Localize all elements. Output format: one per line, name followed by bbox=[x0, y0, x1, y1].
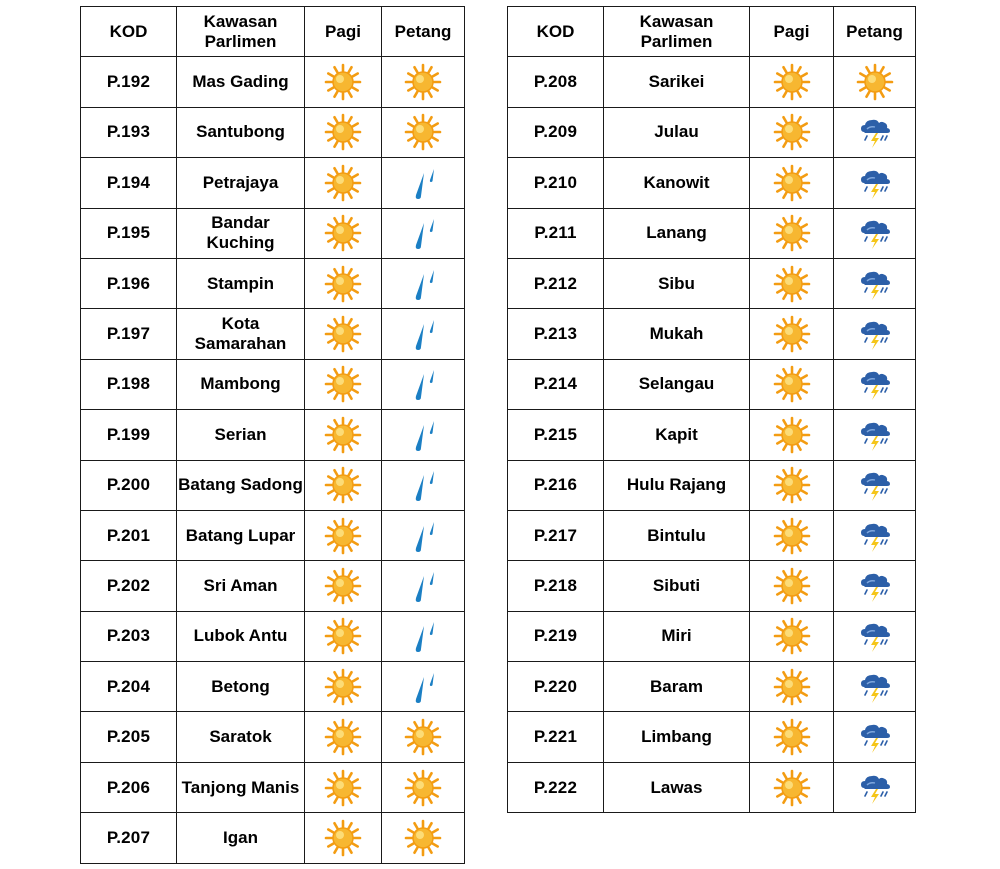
rain-drops-icon bbox=[382, 566, 464, 606]
petang-cell bbox=[382, 309, 465, 359]
table-row bbox=[81, 561, 465, 611]
table-row bbox=[81, 762, 465, 812]
sunny-icon bbox=[305, 213, 381, 253]
thunderstorm-cloud-icon bbox=[834, 465, 915, 505]
pagi-cell bbox=[305, 712, 382, 762]
table-row bbox=[81, 510, 465, 560]
table-row bbox=[81, 309, 465, 359]
kod-cell: P.209 bbox=[508, 107, 604, 157]
kawasan-cell: Julau bbox=[604, 107, 750, 157]
kawasan-cell: Sibu bbox=[604, 258, 750, 308]
petang-cell bbox=[382, 561, 465, 611]
pagi-cell bbox=[750, 611, 834, 661]
kawasan-cell: Sibuti bbox=[604, 561, 750, 611]
pagi-cell bbox=[305, 561, 382, 611]
table-row bbox=[508, 359, 916, 409]
table-row bbox=[508, 712, 916, 762]
pagi-cell bbox=[305, 208, 382, 258]
thunderstorm-cloud-icon bbox=[834, 112, 915, 152]
pagi-cell bbox=[750, 561, 834, 611]
pagi-cell bbox=[750, 107, 834, 157]
sunny-icon bbox=[382, 112, 464, 152]
petang-cell bbox=[834, 460, 916, 510]
kod-cell: P.214 bbox=[508, 359, 604, 409]
table-row bbox=[508, 611, 916, 661]
petang-cell bbox=[834, 359, 916, 409]
sunny-icon bbox=[382, 717, 464, 757]
sunny-icon bbox=[750, 364, 833, 404]
kawasan-cell: Tanjong Manis bbox=[177, 762, 305, 812]
petang-cell bbox=[834, 762, 916, 812]
sunny-icon bbox=[305, 516, 381, 556]
pagi-cell bbox=[750, 158, 834, 208]
petang-cell bbox=[834, 561, 916, 611]
sunny-icon bbox=[305, 314, 381, 354]
kod-cell: P.215 bbox=[508, 410, 604, 460]
thunderstorm-cloud-icon bbox=[834, 213, 915, 253]
petang-cell bbox=[382, 208, 465, 258]
sunny-icon bbox=[305, 264, 381, 304]
petang-cell bbox=[382, 813, 465, 863]
sunny-icon bbox=[382, 818, 464, 858]
kawasan-cell: Lanang bbox=[604, 208, 750, 258]
sunny-icon bbox=[382, 62, 464, 102]
pagi-cell bbox=[305, 410, 382, 460]
header-pagi: Pagi bbox=[305, 7, 382, 57]
petang-cell bbox=[834, 662, 916, 712]
kod-cell: P.192 bbox=[81, 57, 177, 107]
sunny-icon bbox=[305, 415, 381, 455]
kawasan-cell: Kapit bbox=[604, 410, 750, 460]
petang-cell bbox=[834, 510, 916, 560]
thunderstorm-cloud-icon bbox=[834, 717, 915, 757]
kawasan-cell: Baram bbox=[604, 662, 750, 712]
sunny-icon bbox=[305, 667, 381, 707]
sunny-icon bbox=[750, 768, 833, 808]
header-petang: Petang bbox=[382, 7, 465, 57]
kod-cell: P.207 bbox=[81, 813, 177, 863]
rain-drops-icon bbox=[382, 667, 464, 707]
pagi-cell bbox=[750, 712, 834, 762]
pagi-cell bbox=[750, 258, 834, 308]
kawasan-cell: Hulu Rajang bbox=[604, 460, 750, 510]
kawasan-cell: Batang Lupar bbox=[177, 510, 305, 560]
rain-drops-icon bbox=[382, 465, 464, 505]
header-kod: KOD bbox=[81, 7, 177, 57]
petang-cell bbox=[834, 158, 916, 208]
table-row bbox=[508, 762, 916, 812]
table-row bbox=[81, 107, 465, 157]
table-row bbox=[81, 813, 465, 863]
kawasan-cell: Sarikei bbox=[604, 57, 750, 107]
pagi-cell bbox=[750, 662, 834, 712]
table-row bbox=[81, 712, 465, 762]
kod-cell: P.221 bbox=[508, 712, 604, 762]
thunderstorm-cloud-icon bbox=[834, 516, 915, 556]
kawasan-cell: Limbang bbox=[604, 712, 750, 762]
table-row bbox=[508, 410, 916, 460]
table-row bbox=[508, 258, 916, 308]
petang-cell bbox=[382, 359, 465, 409]
rain-drops-icon bbox=[382, 163, 464, 203]
rain-drops-icon bbox=[382, 616, 464, 656]
kawasan-cell: Saratok bbox=[177, 712, 305, 762]
table-row bbox=[81, 158, 465, 208]
petang-cell bbox=[382, 410, 465, 460]
header-kawasan: Kawasan Parlimen bbox=[604, 7, 750, 57]
header-kawasan: Kawasan Parlimen bbox=[177, 7, 305, 57]
kod-cell: P.201 bbox=[81, 510, 177, 560]
petang-cell bbox=[382, 762, 465, 812]
kod-cell: P.211 bbox=[508, 208, 604, 258]
kawasan-cell: Lawas bbox=[604, 762, 750, 812]
petang-cell bbox=[382, 662, 465, 712]
table-row bbox=[508, 309, 916, 359]
table-body-right bbox=[508, 57, 916, 813]
sunny-icon bbox=[750, 314, 833, 354]
sunny-icon bbox=[305, 364, 381, 404]
kawasan-cell: Sri Aman bbox=[177, 561, 305, 611]
kawasan-cell: Serian bbox=[177, 410, 305, 460]
pagi-cell bbox=[305, 813, 382, 863]
sunny-icon bbox=[750, 112, 833, 152]
sunny-icon bbox=[750, 516, 833, 556]
pagi-cell bbox=[305, 258, 382, 308]
table-row bbox=[81, 662, 465, 712]
kawasan-cell: Bandar Kuching bbox=[177, 208, 305, 258]
thunderstorm-cloud-icon bbox=[834, 264, 915, 304]
kawasan-cell: Mas Gading bbox=[177, 57, 305, 107]
sunny-icon bbox=[382, 768, 464, 808]
pagi-cell bbox=[305, 158, 382, 208]
sunny-icon bbox=[305, 112, 381, 152]
header-petang: Petang bbox=[834, 7, 916, 57]
kod-cell: P.194 bbox=[81, 158, 177, 208]
thunderstorm-cloud-icon bbox=[834, 616, 915, 656]
header-row bbox=[81, 7, 465, 57]
table-row bbox=[508, 107, 916, 157]
kawasan-cell: Lubok Antu bbox=[177, 611, 305, 661]
pagi-cell bbox=[750, 410, 834, 460]
thunderstorm-cloud-icon bbox=[834, 314, 915, 354]
kawasan-cell: Miri bbox=[604, 611, 750, 661]
table-row bbox=[508, 57, 916, 107]
table-row bbox=[508, 662, 916, 712]
pagi-cell bbox=[305, 662, 382, 712]
sunny-icon bbox=[305, 465, 381, 505]
sunny-icon bbox=[305, 62, 381, 102]
kod-cell: P.212 bbox=[508, 258, 604, 308]
kod-cell: P.198 bbox=[81, 359, 177, 409]
kod-cell: P.202 bbox=[81, 561, 177, 611]
kod-cell: P.205 bbox=[81, 712, 177, 762]
petang-cell bbox=[382, 510, 465, 560]
pagi-cell bbox=[305, 107, 382, 157]
table-row bbox=[81, 611, 465, 661]
table-row bbox=[81, 460, 465, 510]
kod-cell: P.208 bbox=[508, 57, 604, 107]
header-pagi: Pagi bbox=[750, 7, 834, 57]
sunny-icon bbox=[305, 818, 381, 858]
kod-cell: P.203 bbox=[81, 611, 177, 661]
pagi-cell bbox=[750, 762, 834, 812]
petang-cell bbox=[834, 309, 916, 359]
thunderstorm-cloud-icon bbox=[834, 667, 915, 707]
kawasan-cell: Stampin bbox=[177, 258, 305, 308]
sunny-icon bbox=[305, 616, 381, 656]
sunny-icon bbox=[750, 62, 833, 102]
petang-cell bbox=[834, 107, 916, 157]
kod-cell: P.200 bbox=[81, 460, 177, 510]
sunny-icon bbox=[750, 415, 833, 455]
pagi-cell bbox=[750, 510, 834, 560]
kawasan-cell: Selangau bbox=[604, 359, 750, 409]
table-row bbox=[81, 410, 465, 460]
kod-cell: P.218 bbox=[508, 561, 604, 611]
forecast-table-right bbox=[507, 6, 916, 813]
table-body-left bbox=[81, 57, 465, 863]
header-kod: KOD bbox=[508, 7, 604, 57]
petang-cell bbox=[382, 611, 465, 661]
pagi-cell bbox=[305, 460, 382, 510]
thunderstorm-cloud-icon bbox=[834, 768, 915, 808]
petang-cell bbox=[382, 258, 465, 308]
petang-cell bbox=[834, 410, 916, 460]
kod-cell: P.197 bbox=[81, 309, 177, 359]
sunny-icon bbox=[750, 667, 833, 707]
petang-cell bbox=[382, 107, 465, 157]
sunny-icon bbox=[750, 616, 833, 656]
table-row bbox=[81, 57, 465, 107]
sunny-icon bbox=[750, 163, 833, 203]
pagi-cell bbox=[305, 510, 382, 560]
kod-cell: P.217 bbox=[508, 510, 604, 560]
sunny-icon bbox=[750, 717, 833, 757]
pagi-cell bbox=[305, 57, 382, 107]
kod-cell: P.222 bbox=[508, 762, 604, 812]
kod-cell: P.204 bbox=[81, 662, 177, 712]
sunny-icon bbox=[834, 62, 915, 102]
sunny-icon bbox=[750, 465, 833, 505]
kod-cell: P.219 bbox=[508, 611, 604, 661]
kawasan-cell: Batang Sadong bbox=[177, 460, 305, 510]
rain-drops-icon bbox=[382, 364, 464, 404]
thunderstorm-cloud-icon bbox=[834, 163, 915, 203]
kod-cell: P.193 bbox=[81, 107, 177, 157]
kod-cell: P.199 bbox=[81, 410, 177, 460]
pagi-cell bbox=[750, 359, 834, 409]
thunderstorm-cloud-icon bbox=[834, 415, 915, 455]
kawasan-cell: Petrajaya bbox=[177, 158, 305, 208]
table-row bbox=[508, 460, 916, 510]
pagi-cell bbox=[750, 57, 834, 107]
rain-drops-icon bbox=[382, 314, 464, 354]
pagi-cell bbox=[305, 762, 382, 812]
table-row bbox=[508, 158, 916, 208]
kawasan-cell: Igan bbox=[177, 813, 305, 863]
sunny-icon bbox=[305, 717, 381, 757]
header-row bbox=[508, 7, 916, 57]
petang-cell bbox=[834, 258, 916, 308]
pagi-cell bbox=[305, 611, 382, 661]
kod-cell: P.206 bbox=[81, 762, 177, 812]
pagi-cell bbox=[305, 359, 382, 409]
forecast-table-left bbox=[80, 6, 465, 864]
pagi-cell bbox=[750, 208, 834, 258]
kawasan-cell: Bintulu bbox=[604, 510, 750, 560]
table-row bbox=[508, 510, 916, 560]
kawasan-cell: Santubong bbox=[177, 107, 305, 157]
petang-cell bbox=[382, 712, 465, 762]
petang-cell bbox=[834, 57, 916, 107]
table-row bbox=[81, 208, 465, 258]
kod-cell: P.210 bbox=[508, 158, 604, 208]
pagi-cell bbox=[305, 309, 382, 359]
thunderstorm-cloud-icon bbox=[834, 364, 915, 404]
rain-drops-icon bbox=[382, 264, 464, 304]
petang-cell bbox=[834, 611, 916, 661]
table-row bbox=[81, 359, 465, 409]
kawasan-cell: Kanowit bbox=[604, 158, 750, 208]
table-row bbox=[508, 561, 916, 611]
kod-cell: P.196 bbox=[81, 258, 177, 308]
thunderstorm-cloud-icon bbox=[834, 566, 915, 606]
pagi-cell bbox=[750, 309, 834, 359]
kod-cell: P.220 bbox=[508, 662, 604, 712]
kawasan-cell: Mukah bbox=[604, 309, 750, 359]
kod-cell: P.195 bbox=[81, 208, 177, 258]
petang-cell bbox=[834, 208, 916, 258]
petang-cell bbox=[834, 712, 916, 762]
sunny-icon bbox=[750, 213, 833, 253]
kawasan-cell: Kota Samarahan bbox=[177, 309, 305, 359]
pagi-cell bbox=[750, 460, 834, 510]
sunny-icon bbox=[750, 264, 833, 304]
sunny-icon bbox=[305, 566, 381, 606]
sunny-icon bbox=[305, 768, 381, 808]
kod-cell: P.213 bbox=[508, 309, 604, 359]
kawasan-cell: Mambong bbox=[177, 359, 305, 409]
petang-cell bbox=[382, 460, 465, 510]
rain-drops-icon bbox=[382, 415, 464, 455]
rain-drops-icon bbox=[382, 213, 464, 253]
petang-cell bbox=[382, 158, 465, 208]
petang-cell bbox=[382, 57, 465, 107]
sunny-icon bbox=[305, 163, 381, 203]
table-row bbox=[508, 208, 916, 258]
rain-drops-icon bbox=[382, 516, 464, 556]
table-row bbox=[81, 258, 465, 308]
kawasan-cell: Betong bbox=[177, 662, 305, 712]
kod-cell: P.216 bbox=[508, 460, 604, 510]
sunny-icon bbox=[750, 566, 833, 606]
